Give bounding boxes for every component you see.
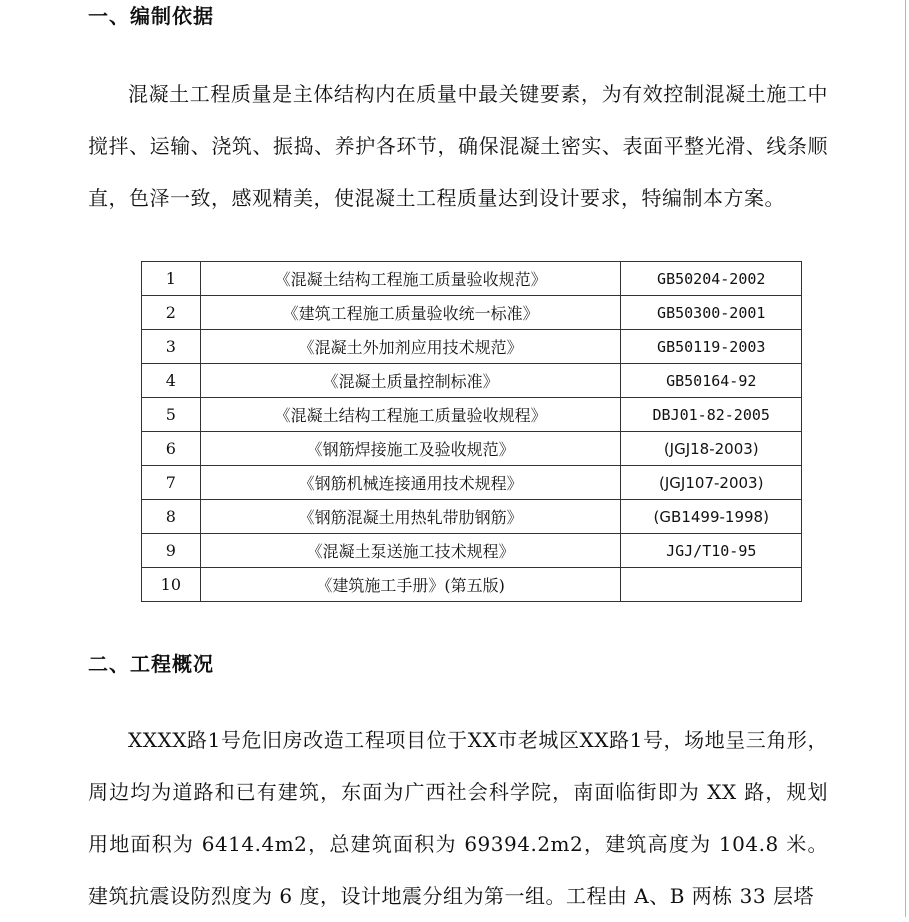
standard-name: 《混凝土结构工程施工质量验收规程》 (200, 398, 621, 432)
overview-paragraph: XXXX路1号危旧房改造工程项目位于XX市老城区XX路1号，场地呈三角形，周边均为道路和已有建筑，东面为广西社会科学院，南面临街即为 XX 路，规划用地面积为 6414.4m2，总建筑面积为 69394.2m2，建筑高度为 104.8 米。建筑抗震设防烈度为 6 度，设计地震分组为第一组。工程由 A、B 两栋 33 层塔 (88, 728, 828, 908)
standard-name: 《钢筋机械连接通用技术规程》 (200, 466, 621, 500)
standard-code: (JGJ18-2003) (621, 432, 802, 466)
standard-number: 6 (142, 432, 201, 466)
standard-number: 7 (142, 466, 201, 500)
table-row (142, 262, 802, 296)
standard-code: (JGJ107-2003) (621, 466, 802, 500)
standard-code: JGJ/T10-95 (621, 534, 802, 568)
standard-name: 《建筑施工手册》(第五版) (200, 568, 621, 602)
standard-name: 《混凝土外加剂应用技术规范》 (200, 330, 621, 364)
standard-number: 3 (142, 330, 201, 364)
table-row (142, 466, 802, 500)
section-heading-basis: 一、编制依据 (88, 4, 214, 28)
standard-number: 10 (142, 568, 201, 602)
table-row (142, 534, 802, 568)
basis-paragraph: 混凝土工程质量是主体结构内在质量中最关键要素，为有效控制混凝土施工中搅拌、运输、浇筑、振捣、养护各环节，确保混凝土密实、表面平整光滑、线条顺直，色泽一致，感观精美，使混凝土工程质量达到设计要求，特编制本方案。 (88, 82, 828, 210)
table-row (142, 330, 802, 364)
standard-number: 2 (142, 296, 201, 330)
standard-number: 5 (142, 398, 201, 432)
standard-number: 1 (142, 262, 201, 296)
standard-code (621, 568, 802, 602)
standard-number: 4 (142, 364, 201, 398)
standard-name: 《混凝土泵送施工技术规程》 (200, 534, 621, 568)
table-row (142, 364, 802, 398)
standard-name: 《钢筋混凝土用热轧带肋钢筋》 (200, 500, 621, 534)
standard-number: 8 (142, 500, 201, 534)
table-row (142, 568, 802, 602)
table-row (142, 500, 802, 534)
standard-number: 9 (142, 534, 201, 568)
standard-code: GB50204-2002 (621, 262, 802, 296)
section-heading-overview: 二、工程概况 (88, 652, 214, 676)
standard-code: GB50119-2003 (621, 330, 802, 364)
standard-code: DBJ01-82-2005 (621, 398, 802, 432)
standard-code: GB50164-92 (621, 364, 802, 398)
table-row (142, 296, 802, 330)
standard-code: GB50300-2001 (621, 296, 802, 330)
table-row (142, 398, 802, 432)
standard-name: 《混凝土结构工程施工质量验收规范》 (200, 262, 621, 296)
page-right-edge (905, 0, 906, 917)
standard-code: (GB1499-1998) (621, 500, 802, 534)
standard-name: 《混凝土质量控制标准》 (200, 364, 621, 398)
table-row (142, 432, 802, 466)
standards-table (141, 261, 802, 602)
standard-name: 《建筑工程施工质量验收统一标准》 (200, 296, 621, 330)
standard-name: 《钢筋焊接施工及验收规范》 (200, 432, 621, 466)
